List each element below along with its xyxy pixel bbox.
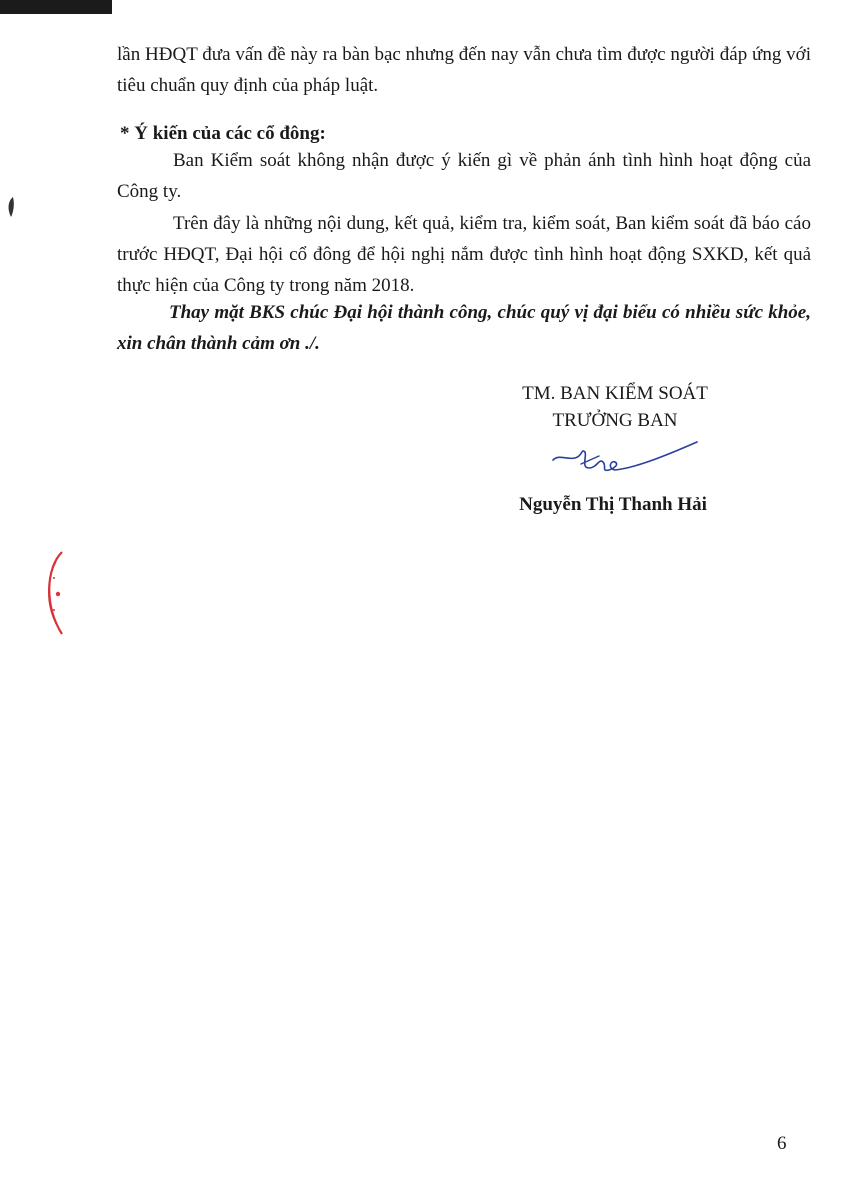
section-heading: * Ý kiến của các cổ đông:	[120, 123, 326, 144]
handwritten-signature	[545, 438, 705, 484]
signature-block	[480, 380, 750, 434]
paragraph-continuation: lần HĐQT đưa vấn đề này ra bàn bạc nhưng đến nay vẫn chưa tìm được người đáp ứng với tiêu chuẩn quy định của pháp luật.	[117, 44, 811, 96]
paragraph-summary: Trên đây là những nội dung, kết quả, kiểm tra, kiểm soát, Ban kiểm soát đã báo cáo trước HĐQT, Đại hội cổ đông để hội nghị nắm được tình hình hoạt động SXKD, kết quả thực hiện của Công ty trong năm 2018.	[117, 213, 811, 296]
red-stamp-fragment	[32, 548, 68, 638]
scan-edge-shadow	[0, 0, 112, 14]
scan-mark-icon	[4, 195, 18, 221]
signature-title-line2: TRƯỞNG BAN	[552, 410, 678, 431]
signer-name: Nguyễn Thị Thanh Hải	[519, 494, 707, 515]
signature-title-line1: TM. BAN KIỂM SOÁT	[522, 383, 708, 404]
paragraph-shareholders: Ban Kiểm soát không nhận được ý kiến gì về phản ánh tình hình hoạt động của Công ty.	[117, 150, 811, 202]
closing-remarks: Thay mặt BKS chúc Đại hội thành công, chúc quý vị đại biểu có nhiều sức khỏe, xin chân thành cảm ơn ./.	[117, 302, 811, 354]
page-number: 6	[777, 1133, 787, 1154]
